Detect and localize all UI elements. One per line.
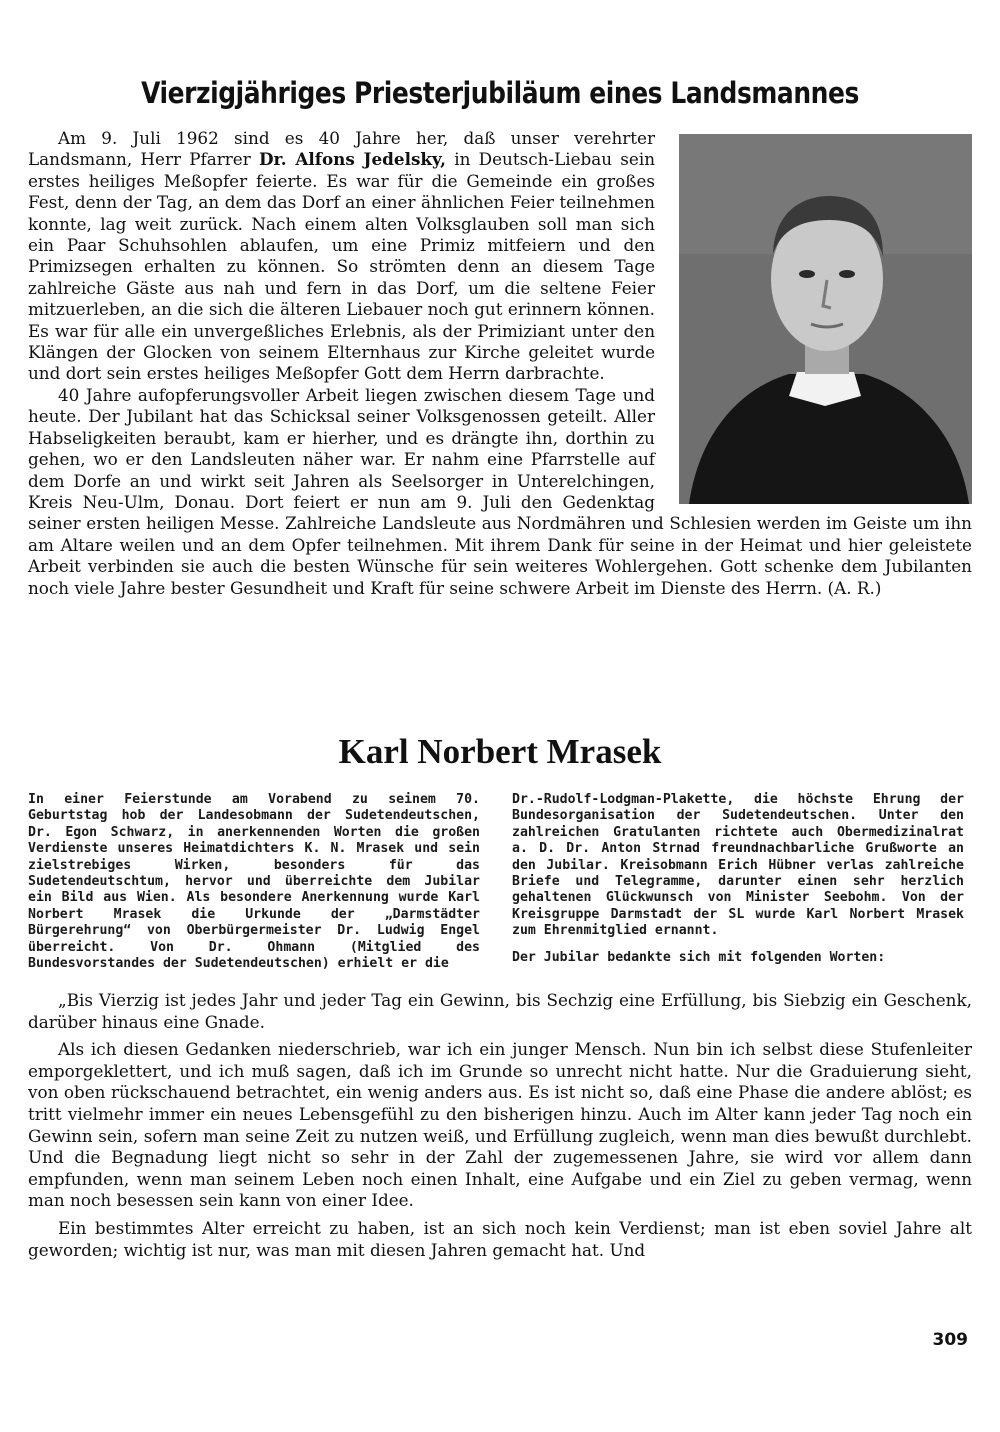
quote-paragraph-3: Ein bestimmtes Alter erreicht zu haben, ist an sich noch kein Verdienst; man ist eben soviel Jahre alt geworden; wichtig ist nur, was man mit diesen Jahren gemacht hat. Und (28, 1217, 972, 1260)
article2-right-column (512, 792, 964, 966)
article2-left-text: In einer Feierstunde am Vorabend zu seinem 70. Geburtstag hob der Landesobmann der Sudetendeutschen, Dr. Egon Schwarz, in anerkennenden Worten die großen Verdienste unseres Heimatdichters K. N. Mrasek und sein zielstrebiges Wirken, besonders für das Sudetendeutschtum, hervor und überreichte dem Jubilar ein Bild aus Wien. Als besondere Anerkennung wurde Karl Norbert Mrasek die Urkunde der „Darmstädter Bürgerehrung“ von Oberbürgermeister Dr. Ludwig Engel überreicht. Von Dr. Ohmann (Mitglied des Bundesvorstandes der Sudetendeutschen) erhielt er die (28, 792, 480, 972)
article1-paragraph-2: 40 Jahre aufopferungsvoller Arbeit liegen zwischen diesem Tage und heute. Der Jubilant hat das Schicksal seiner Volksgenossen geteilt. Aller Habseligkeiten beraubt, kam er hierher, und es drängte ihn, dorthin zu gehen, wo er den Landsleuten näher war. Er nahm eine Pfarrstelle auf dem Dorfe an und wirkt seit Jahren als Seelsorger in Unterelchingen, Kreis Neu-Ulm, Donau. Dort feiert er nun am 9. Juli den Gedenktag seiner ersten heiligen Messe. Zahlreiche Landsleute aus Nordmähren und Schlesien werden im Geiste um ihn am Altare weilen und an dem Opfer teilnehmen. Mit ihrem Dank für seine in der Heimat und hier geleistete Arbeit verbinden sie auch die besten Wünsche für sein weiteres Wohlergehen. Gott schenke dem Jubilanten noch viele Jahre bester Gesundheit und Kraft für seine schwere Arbeit im Dienste des Herrn. (A. R.) (28, 384, 972, 598)
portrait-photo-icon (679, 134, 972, 504)
article1-title: Vierzigjähriges Priesterjubiläum eines Landsmannes (141, 76, 859, 110)
article2-title: Karl Norbert Mrasek (338, 732, 662, 771)
article2-right-text: Dr.-Rudolf-Lodgman-Plakette, die höchste Ehrung der Bundesorganisation der Sudetendeutschen. Unter den zahlreichen Gratulanten richtete auch Obermedizinalrat a. D. Dr. Anton Strnad freundnachbarliche Grußworte an den Jubilar. Kreisobmann Erich Hübner verlas zahlreiche Briefe und Telegramme, darunter einen sehr herzlich gehaltenen Glückwunsch von Minister Seebohm. Von der Kreisgruppe Darmstadt der SL wurde Karl Norbert Mrasek zum Ehrenmitglied ernannt. (512, 792, 964, 939)
jubilar-quote (28, 990, 972, 1267)
article1-p1-text-a: Am 9. Juli 1962 sind es 40 Jahre her, daß unser verehrter Landsmann, Herr Pfarrer (28, 128, 655, 170)
article1-body (28, 128, 972, 599)
pastor-name: Dr. Alfons Jedelsky, (258, 149, 447, 170)
quote-paragraph-2: Als ich diesen Gedanken niederschrieb, war ich ein junger Mensch. Nun bin ich selbst diese Stufenleiter emporgeklettert, und ich muß sagen, daß ich im Grunde so unrecht nicht hatte. Nur die Graduierung sieht, von oben rückschauend betrachtet, ein wenig anders aus. Es ist nicht so, daß eine Phase die andere ablöst; es tritt vielmehr immer ein neues Lebensgefühl zu den bisherigen hinzu. Auch im Alter kann jeder Tag noch ein Gewinn sein, sofern man seine Zeit zu nutzen weiß, und Erfüllung zugleich, wenn man dies bewußt durchlebt. Und die Begnadung liegt nicht so sehr in der Zahl der zugemessenen Jahre, sie wird vor allem dann empfunden, wenn man seinem Leben noch einen Inhalt, eine Aufgabe und ein Ziel zu geben vermag, wenn man noch besessen sein kann von einer Idee. (28, 1039, 972, 1211)
article1-p1-text-b: in Deutsch-Liebau sein erstes heiliges Meßopfer feierte. Es war für die Gemeinde ein großes Fest, denn der Tag, an dem das Dorf an einer ähnlichen Feier teilnehmen konnte, lag weit zurück. Nach einem alten Volksglauben soll man sich ein Paar Schuhsohlen ablaufen, um eine Primiz mitfeiern und den Primizsegen erhalten zu können. So strömten denn an diesem Tage zahlreiche Gäste aus nah und fern in das Dorf, um die seltene Feier mitzuerleben, an die sich die älteren Liebauer noch gut erinnern können. Es war für alle ein unvergeßliches Erlebnis, als der Primiziant unter den Klängen der Glocken von seinem Elternhaus zur Kirche geleitet wurde und dort sein erstes heiliges Meßopfer Gott dem Herrn darbrachte. (28, 149, 655, 384)
priest-portrait-photo (679, 134, 972, 504)
article2-right-closing: Der Jubilar bedankte sich mit folgenden Worten: (512, 949, 886, 965)
quote-paragraph-1: „Bis Vierzig ist jedes Jahr und jeder Tag ein Gewinn, bis Sechzig eine Erfüllung, bis Siebzig ein Geschenk, darüber hinaus eine Gnade. (28, 990, 972, 1032)
article2-left-column (28, 792, 480, 972)
page-number: 309 (932, 1330, 968, 1350)
